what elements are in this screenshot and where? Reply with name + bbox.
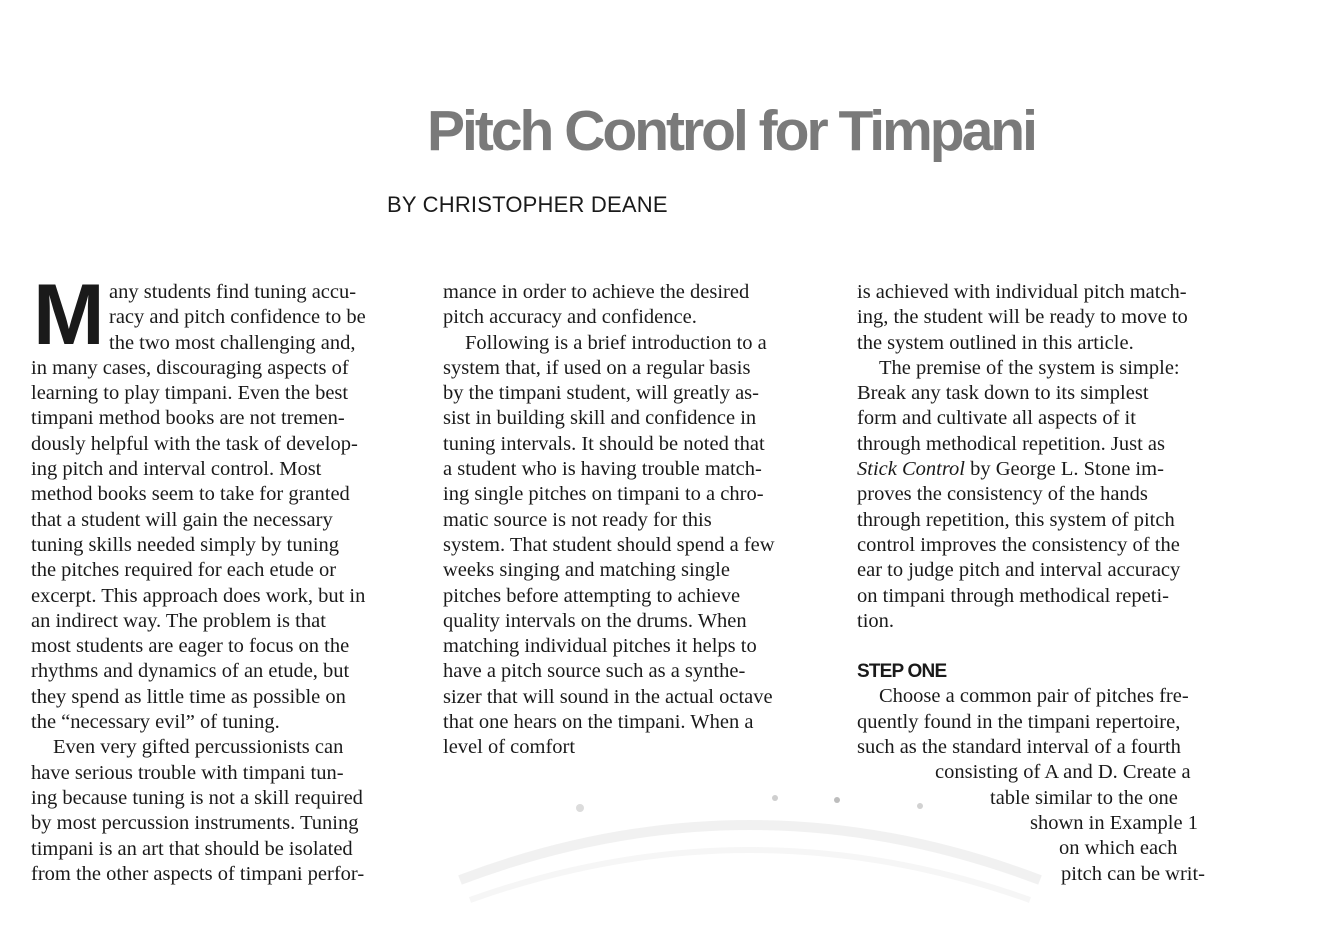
- text-line: by the timpani student, will greatly as-: [443, 382, 759, 405]
- text-line: tuning intervals. It should be noted that: [443, 432, 765, 455]
- text-line: that one hears on the timpani. When a: [443, 711, 754, 734]
- text-line: Following is a brief introduction to a: [465, 331, 767, 354]
- text-line: on timpani through methodical repeti-: [857, 584, 1169, 607]
- text-line: method books seem to take for granted: [31, 483, 350, 506]
- text-line: [857, 457, 1257, 482]
- text-line: matching individual pitches it helps to: [443, 635, 757, 658]
- text-line: tuning skills needed simply by tuning: [31, 533, 340, 556]
- text-line: weeks singing and matching single: [443, 559, 730, 582]
- text-line: from the other aspects of timpani perfor-: [31, 862, 365, 885]
- section-heading-step-one: STEP ONE: [857, 661, 947, 683]
- text-line: mance in order to achieve the desired: [443, 281, 750, 303]
- text-line: racy and pitch confidence to be: [109, 306, 366, 329]
- text-line: an indirect way. The problem is that: [31, 609, 326, 632]
- book-title-stick-control: Stick Control: [857, 458, 965, 481]
- byline: BY CHRISTOPHER DEANE: [387, 192, 668, 217]
- column-2: [443, 280, 833, 761]
- text-line: timpani is an art that should be isolated: [31, 837, 353, 860]
- text-line: Even very gifted percussionists can: [53, 736, 344, 759]
- article-title: Pitch Control for Timpani: [427, 99, 1035, 163]
- text-line: quality intervals on the drums. When: [443, 609, 747, 632]
- text-line: tion.: [857, 609, 895, 632]
- text-line: matic source is not ready for this: [443, 508, 712, 531]
- text-line: that a student will gain the necessary: [31, 508, 333, 531]
- text-line: Break any task down to its simplest: [857, 382, 1149, 405]
- text-line: sist in building skill and confidence in: [443, 407, 757, 430]
- text-line: quently found in the timpani repertoire,: [857, 710, 1181, 733]
- column-3: [857, 280, 1257, 887]
- text-line: control improves the consistency of the: [857, 533, 1180, 556]
- text-line: timpani method books are not tremen-: [31, 407, 345, 430]
- text-line: most students are eager to focus on the: [31, 635, 350, 658]
- text-line: form and cultivate all aspects of it: [857, 407, 1136, 430]
- section-gap: [857, 634, 1257, 659]
- text-line: any students find tuning accu-: [109, 281, 357, 303]
- text-line: The premise of the system is simple:: [879, 356, 1180, 379]
- text-line: pitches before attempting to achieve: [443, 584, 741, 607]
- text-line: have serious trouble with timpani tun-: [31, 761, 344, 784]
- text-line: ing, the student will be ready to move to: [857, 306, 1188, 329]
- text-line: the “necessary evil” of tuning.: [31, 711, 280, 734]
- text-line: ing single pitches on timpani to a chro-: [443, 483, 764, 506]
- text-line: consisting of A and D. Create a: [935, 761, 1191, 784]
- text-line: on which each: [1059, 837, 1178, 860]
- text-line: system. That student should spend a few: [443, 533, 775, 556]
- text-line: the two most challenging and,: [109, 331, 356, 354]
- text-line: by most percussion instruments. Tuning: [31, 812, 359, 835]
- text-line: rhythms and dynamics of an etude, but: [31, 660, 350, 683]
- drop-cap: M: [33, 267, 105, 363]
- text-line: system that, if used on a regular basis: [443, 356, 751, 379]
- column-1: [31, 267, 421, 887]
- text-line: through repetition, this system of pitch: [857, 508, 1175, 531]
- text-line: such as the standard interval of a fourth: [857, 736, 1181, 759]
- text-line: ing pitch and interval control. Most: [31, 458, 322, 481]
- text-line: through methodical repetition. Just as: [857, 432, 1166, 455]
- text-line: the system outlined in this article.: [857, 331, 1134, 354]
- text-line: learning to play timpani. Even the best: [31, 382, 349, 405]
- text-line: ing because tuning is not a skill required: [31, 786, 363, 809]
- text-fragment: by George L. Stone im-: [965, 458, 1164, 481]
- text-line: dously helpful with the task of develop-: [31, 432, 358, 455]
- text-line: Choose a common pair of pitches fre-: [879, 685, 1189, 708]
- text-line: level of comfort: [443, 736, 576, 759]
- text-line: a student who is having trouble match-: [443, 458, 762, 481]
- text-line: proves the consistency of the hands: [857, 483, 1148, 506]
- text-line: the pitches required for each etude or: [31, 559, 337, 582]
- text-line: shown in Example 1: [1030, 811, 1198, 834]
- text-line: have a pitch source such as a synthe-: [443, 660, 746, 683]
- text-line: excerpt. This approach does work, but in: [31, 584, 366, 607]
- text-line: pitch can be writ-: [1061, 862, 1206, 885]
- text-line: in many cases, discouraging aspects of: [31, 356, 349, 379]
- text-line: table similar to the one: [990, 786, 1178, 809]
- text-line: ear to judge pitch and interval accuracy: [857, 559, 1181, 582]
- text-line: pitch accuracy and confidence.: [443, 306, 697, 329]
- text-line: sizer that will sound in the actual octave: [443, 685, 773, 708]
- text-line: they spend as little time as possible on: [31, 685, 346, 708]
- text-line: is achieved with individual pitch match-: [857, 281, 1187, 303]
